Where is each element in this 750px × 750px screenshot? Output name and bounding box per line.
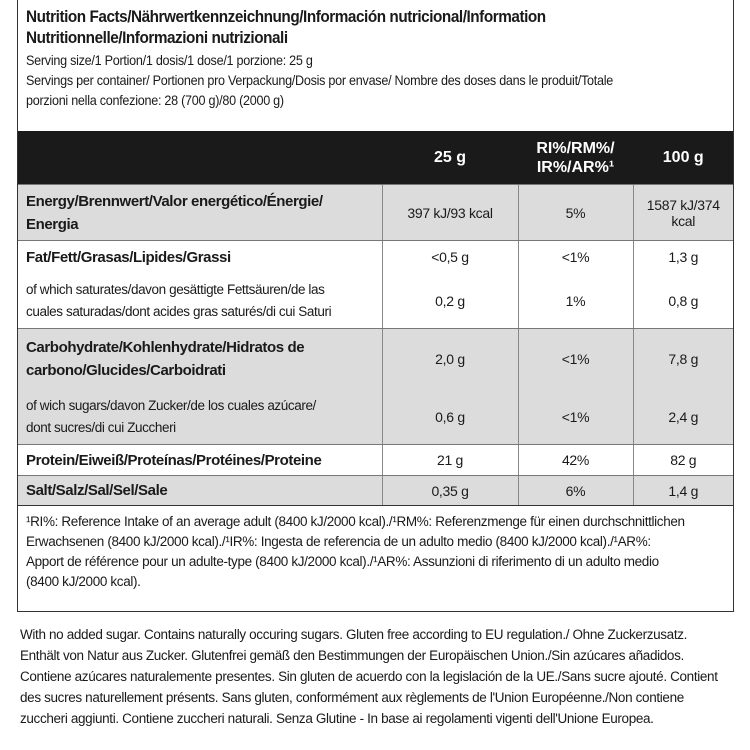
nutrition-panel [17,0,734,612]
reference-intake-footnote [26,512,726,592]
value-per-100g: 1587 kJ/374 kcal [633,185,733,241]
table-row [18,274,733,329]
table-row [18,476,733,506]
note-line: Contiene azúcares naturalemente presentes. Sin gluten de acuerdo con la legislación de la UE./Sans sucre ajouté. Contient [20,669,718,684]
nutrient-subname: of which saturates/davon gesättigte Fettsäuren/de las cuales saturadas/dont acides gras saturés/di cui Saturi [18,274,382,329]
value-per-100g: 1,3 g [668,249,699,266]
value-per-100g: 82 g [633,445,733,476]
servings-per-container: porzioni nella confezione: 28 (700 g)/80 (2000 g) [26,92,284,108]
table-row [18,329,733,390]
footnote-line: Apport de référence pour un adulte-type (8400 kJ/2000 kcal)./¹AR%: Assunzioni di riferimento di un adulto medio [26,554,659,569]
nutrient-name: Salt/Salz/Sal/Sel/Sale [18,476,382,506]
nutrient-name: Energy/Brennwert/Valor energético/Énergie/ Energia [18,185,382,241]
value-per-100g: 2,4 g [633,390,733,445]
note-line: Enthält von Natur aus Zucker. Glutenfrei gemäß den Bestimmungen der Europäischen Union./Sin azúcares añadidos. [20,648,684,663]
footnote-line: Erwachsenen (8400 kJ/2000 kcal)./¹IR%: Ingesta de referencia de un adulto medio (8400 kJ/2000 kcal)./¹AR%: [26,534,651,549]
nutrient-name: Protein/Eiweiß/Proteínas/Protéines/Proteine [18,445,382,476]
value-per-100g: 7,8 g [633,329,733,390]
value-per-serving: 0,6 g [382,390,518,445]
value-per-serving: 2,0 g [382,329,518,390]
value-reference-intake: <1% [518,241,633,274]
col-header-per-serving: 25 g [382,131,518,185]
nutrition-table [18,131,733,506]
nutrient-name: Fat/Fett/Grasas/Lipides/Grassi [18,241,382,274]
serving-size: Serving size/1 Portion/1 dosis/1 dose/1 porzione: 25 g [26,52,313,68]
title-line: Nutrition Facts/Nährwertkennzeichnung/Información nutricional/Information [26,7,546,26]
value-reference-intake: 6% [518,476,633,506]
nutrient-subname: of wich sugars/davon Zucker/de los cuales azúcare/ dont sucres/di cui Zuccheri [18,390,382,445]
value-reference-intake: <1% [518,390,633,445]
note-line: With no added sugar. Contains naturally occuring sugars. Gluten free according to EU regulation./ Ohne Zuckerzusatz. [20,627,688,642]
table-row [18,185,733,241]
value-per-serving: 21 g [382,445,518,476]
header-blank [18,131,382,185]
col-header-reference-intake: RI%/RM%/ IR%/AR%¹ [518,131,633,185]
panel-title [26,6,729,48]
value-reference-intake: 42% [518,445,633,476]
value-per-100g: 1,4 g [633,476,733,506]
value-per-100g: 0,8 g [633,274,733,329]
value-per-serving: 397 kJ/93 kcal [382,185,518,241]
col-header-per-100g: 100 g [633,131,733,185]
note-line: zuccheri aggiunti. Contiene zuccheri naturali. Senza Glutine - In base ai regolamenti vigenti dell'Unione Europea. [20,711,654,726]
title-line: Nutritionnelle/Informazioni nutrizionali [26,28,288,47]
value-reference-intake: <1% [518,329,633,390]
table-row [18,445,733,476]
sugar-gluten-note [20,624,730,729]
nutrient-name: Carbohydrate/Kohlenhydrate/Hidratos de carbono/Glucides/Carboidrati [18,329,382,390]
footnote-line: (8400 kJ/2000 kcal). [26,574,141,589]
value-per-serving: 0,35 g [382,476,518,506]
servings-per-container: Servings per container/ Portionen pro Verpackung/Dosis por envase/ Nombre des doses dans le produit/Totale [26,72,614,88]
table-header-row [18,131,733,185]
table-row [18,390,733,445]
value-per-serving: 0,2 g [382,274,518,329]
footnote-line: ¹RI%: Reference Intake of an average adult (8400 kJ/2000 kcal)./¹RM%: Referenzmenge für einen durchschnittlichen [26,514,685,529]
value-reference-intake: 5% [518,185,633,241]
note-line: des sucres naturellement présents. Sans gluten, conformément aux règlements de l'Union Européenne./Non contiene [20,690,684,705]
value-reference-intake: 1% [518,274,633,329]
value-per-serving: <0,5 g [382,241,518,274]
serving-info [26,50,729,110]
table-row [18,241,733,274]
